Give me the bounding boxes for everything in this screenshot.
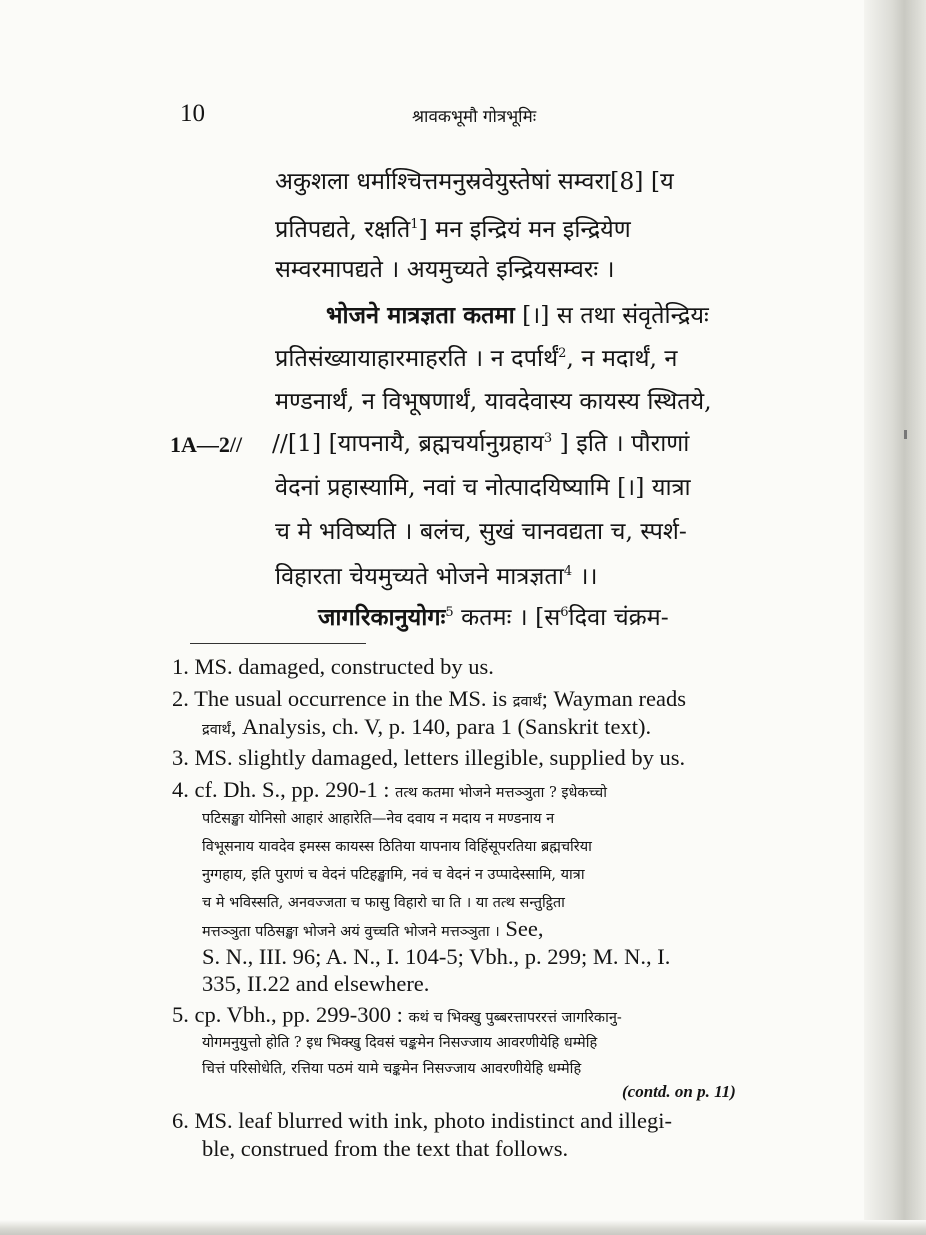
footnote-4-cont: मत्तञ्ञुता पठिसङ्खा भोजने अयं वुच्चति भोजने मत्तञ्ञुता । See, [202,916,544,941]
margin-reference: 1A—2// [170,432,243,457]
running-head: श्रावकभूमौ गोत्रभूमिः [412,107,537,127]
text-line: अकुशला धर्माश्चित्तमनुस्रवेयुस्तेषां सम्वरा[8] [य [275,167,674,195]
text-line: सम्वरमापद्यते । अयमुच्यते इन्द्रियसम्वरः । [275,255,615,283]
text-line: जागरिकानुयोगः$^5$ कतमः । [स$^6$दिवा चंक्रम- [318,603,669,631]
text-line: प्रतिसंख्यायाहारमाहरति । न दर्पार्थं$^2$, न मदार्थं, न [275,344,678,372]
ink-speck [904,430,907,439]
footnote-5-cont: योगमनुयुत्तो होति ? इध भिक्खु दिवसं चङ्कमेन निसज्जाय आवरणीयेहि धम्मेहि [202,1035,598,1051]
footnote-6-cont: ble, construed from the text that follows. [202,1136,569,1161]
text-line: प्रतिपद्यते, रक्षति$^1$] मन इन्द्रियं मन इन्द्रियेण [275,215,631,243]
page-number: 10 [180,100,205,127]
text-line: मण्डनार्थं, न विभूषणार्थं, यावदेवास्य कायस्य स्थितये, [275,387,712,415]
footnote-3: 3. MS. slightly damaged, letters illegible, supplied by us. [172,745,686,770]
footnote-6: 6. MS. leaf blurred with ink, photo indistinct and illegi- [172,1108,672,1133]
continued-note: (contd. on p. 11) [622,1082,736,1101]
page-right-edge [864,0,926,1235]
footnote-4-cont: च मे भविस्सति, अनवज्जता च फासु विहारो चा ति । या तत्थ सन्तुट्ठिता [202,895,565,911]
page-bottom-edge [0,1220,926,1235]
footnote-1: 1. MS. damaged, constructed by us. [172,654,494,679]
footnote-4-cont: नुग्गहाय, इति पुराणं च वेदनं पटिहङ्खामि, नवं च वेदनं न उप्पादेस्सामि, यात्रा [202,867,585,883]
footnote-4-cont: 335, II.22 and elsewhere. [202,971,430,996]
text-line: भोजने मात्रज्ञता कतमा [।] स तथा संवृतेन्द्रियः [326,301,709,329]
footnote-5-cont: चित्तं परिसोधेति, रत्तिया पठमं यामे चङ्कमेन निसज्जाय आवरणीयेहि धम्मेहि [202,1061,582,1077]
text-line: वेदनां प्रहास्यामि, नवां च नोत्पादयिष्यामि [।] यात्रा [275,473,691,501]
footnote-4-cont: S. N., III. 96; A. N., I. 104-5; Vbh., p. 299; M. N., I. [202,944,671,969]
footnote-4-cont: विभूसनाय यावदेव इमस्स कायस्स ठितिया यापनाय विहिंसूपरतिया ब्रह्मचरिया [202,839,592,855]
footnote-5: 5. cp. Vbh., pp. 299-300 : कथं च भिक्खु पुब्बरत्तापररत्तं जागरिकानु- [172,1002,622,1027]
text-line: च मे भविष्यति । बलंच, सुखं चानवद्यता च, स्पर्श- [275,517,687,545]
text-line: //[1] [यापनायै, ब्रह्मचर्यानुग्रहाय$^3$ ] इति । पौराणां [272,429,690,457]
footnote-rule [190,643,366,644]
footnote-4: 4. cf. Dh. S., pp. 290-1 : तत्थ कतमा भोजने मत्तञ्ञुता ? इधेकच्चो [172,777,607,802]
footnote-2: 2. The usual occurrence in the MS. is द्रवार्थं; Wayman reads [172,686,686,711]
footnote-2-cont: द्रवार्थं, Analysis, ch. V, p. 140, para 1 (Sanskrit text). [202,714,652,739]
footnote-4-cont: पटिसङ्खा योनिसो आहारं आहारेति—नेव दवाय न मदाय न मण्डनाय न [202,811,555,827]
text-line: विहारता चेयमुच्यते भोजने मात्रज्ञता$^4$ ।। [275,562,598,590]
